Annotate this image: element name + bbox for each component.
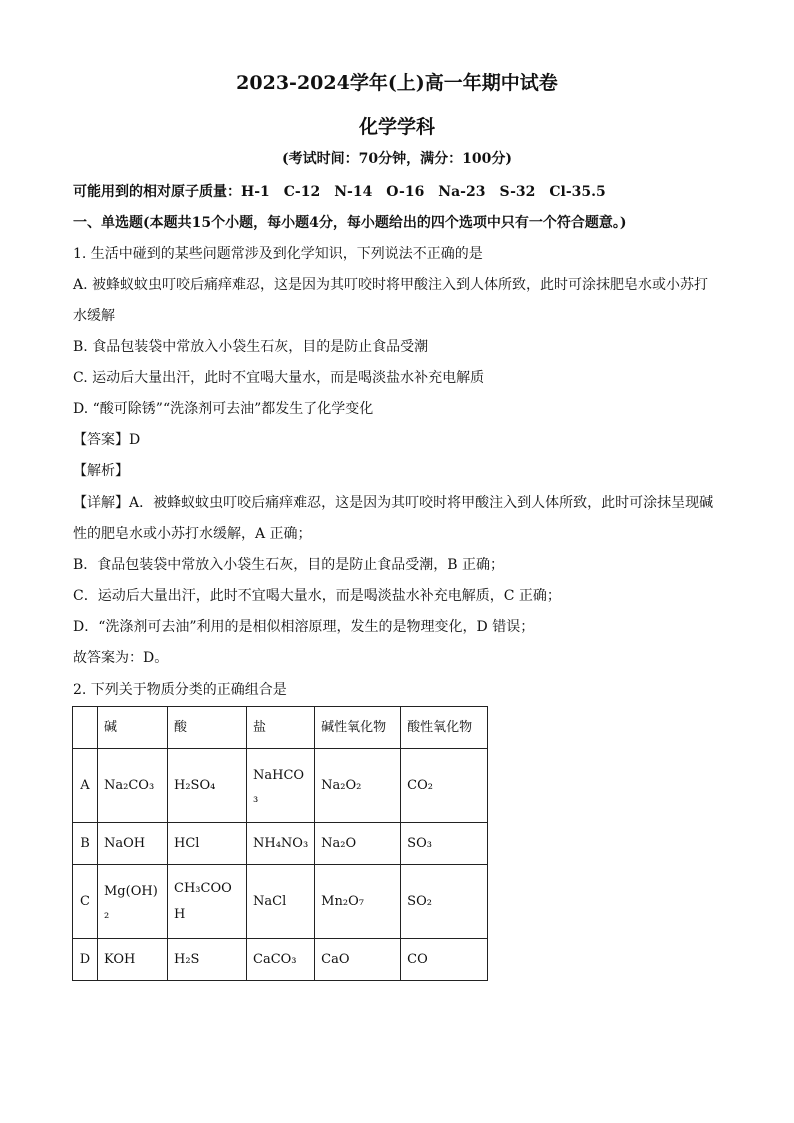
table-cell: NaOH: [98, 823, 168, 865]
table-cell: [247, 749, 315, 823]
table-cell: Na₂O₂: [315, 749, 401, 823]
table-header-cell: 酸性氧化物: [401, 707, 488, 749]
table-cell: Na₂CO₃: [98, 749, 168, 823]
table-cell: [98, 865, 168, 939]
q1-analysis-label: 【解析】: [73, 463, 129, 479]
table-cell: HCl: [168, 823, 247, 865]
cell-line: ₂: [104, 906, 110, 922]
q1-detail-b: B．食品包装袋中常放入小袋生石灰，目的是防止食品受潮，B 正确；: [73, 557, 505, 573]
table-header-cell: 碱性氧化物: [315, 707, 401, 749]
q1-detail-line1: 【详解】A．被蜂蚁蚊虫叮咬后痛痒难忍，这是因为其叮咬时将甲酸注入到人体所致，此时可涂抹呈现碱: [73, 495, 714, 511]
atomic-masses: 可能用到的相对原子质量：H-1 C-12 N-14 O-16 Na-23 S-32 Cl-35.5: [73, 184, 606, 200]
q1-option-a-line1: A. 被蜂蚁蚊虫叮咬后痛痒难忍，这是因为其叮咬时将甲酸注入到人体所致，此时可涂抹肥皂水或小苏打: [73, 277, 709, 293]
table-row: [73, 865, 488, 939]
table-header-cell: 碱: [98, 707, 168, 749]
q1-option-d: D. “酸可除锈”“洗涤剂可去油”都发生了化学变化: [73, 401, 374, 417]
table-row: [73, 823, 488, 865]
table-cell: CO: [401, 939, 488, 981]
cell-line: H: [174, 906, 186, 922]
classification-table: [72, 706, 488, 981]
q1-detail-d: D．“洗涤剂可去油”利用的是相似相溶原理，发生的是物理变化，D 错误；: [73, 619, 535, 635]
q1-stem: 1. 生活中碰到的某些问题常涉及到化学知识，下列说法不正确的是: [73, 246, 483, 262]
table-cell: H₂S: [168, 939, 247, 981]
row-label: D: [73, 939, 98, 981]
cell-line: NaHCO: [253, 767, 305, 783]
table-cell: NaCl: [247, 865, 315, 939]
table-cell: Mn₂O₇: [315, 865, 401, 939]
q1-answer: 【答案】D: [73, 432, 141, 448]
q1-detail-line2: 性的肥皂水或小苏打水缓解，A 正确；: [73, 526, 312, 542]
table-cell: KOH: [98, 939, 168, 981]
table-header-cell: 盐: [247, 707, 315, 749]
subject-title: 化学学科: [358, 116, 435, 138]
cell-line: ₃: [253, 790, 259, 806]
section-heading: 一、单选题(本题共15个小题，每小题4分，每小题给出的四个选项中只有一个符合题意。): [73, 215, 627, 231]
row-label: A: [73, 749, 98, 823]
table-cell: [168, 865, 247, 939]
table-header-cell: [73, 707, 98, 749]
table-cell: SO₃: [401, 823, 488, 865]
q1-option-a-line2: 水缓解: [73, 308, 115, 324]
table-cell: CaCO₃: [247, 939, 315, 981]
exam-title: 2023-2024学年(上)高一年期中试卷: [236, 72, 558, 94]
table-row: [73, 939, 488, 981]
table-cell: Na₂O: [315, 823, 401, 865]
q2-stem: 2. 下列关于物质分类的正确组合是: [73, 682, 287, 698]
table-cell: SO₂: [401, 865, 488, 939]
q1-conclusion: 故答案为：D。: [73, 650, 169, 666]
table-cell: CaO: [315, 939, 401, 981]
q1-detail-c: C．运动后大量出汗，此时不宜喝大量水，而是喝淡盐水补充电解质，C 正确；: [73, 588, 561, 604]
cell-line: CH₃COO: [174, 880, 232, 896]
q1-option-c: C. 运动后大量出汗，此时不宜喝大量水，而是喝淡盐水补充电解质: [73, 370, 485, 386]
table-cell: H₂SO₄: [168, 749, 247, 823]
table-cell: NH₄NO₃: [247, 823, 315, 865]
table-header-row: [73, 707, 488, 749]
row-label: C: [73, 865, 98, 939]
table-header-cell: 酸: [168, 707, 247, 749]
table-row: [73, 749, 488, 823]
table-cell: CO₂: [401, 749, 488, 823]
exam-info: (考试时间：70分钟，满分：100分): [282, 151, 512, 167]
q1-option-b: B. 食品包装袋中常放入小袋生石灰，目的是防止食品受潮: [73, 339, 429, 355]
row-label: B: [73, 823, 98, 865]
cell-line: Mg(OH): [104, 883, 158, 899]
